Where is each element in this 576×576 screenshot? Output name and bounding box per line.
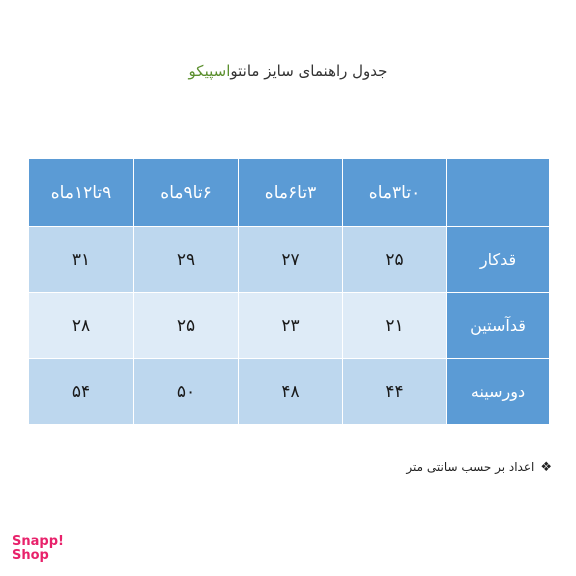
units-note bbox=[406, 460, 552, 475]
header-cell: ۰تا۳ماه bbox=[343, 159, 447, 227]
table-row bbox=[29, 293, 550, 359]
logo-line-1: Snapp! bbox=[12, 534, 64, 549]
table-cell: ۲۹ bbox=[134, 227, 239, 293]
table-cell: ۵۰ bbox=[134, 359, 239, 425]
table-cell: ۴۴ bbox=[343, 359, 447, 425]
row-label: دورسینه bbox=[447, 359, 550, 425]
table-cell: ۲۷ bbox=[239, 227, 343, 293]
header-cell: ۳تا۶ماه bbox=[239, 159, 343, 227]
title-text: جدول راهنمای سایز مانتو bbox=[230, 62, 388, 80]
row-label: قدکار bbox=[447, 227, 550, 293]
row-label: قدآستین bbox=[447, 293, 550, 359]
header-cell: ۶تا۹ماه bbox=[134, 159, 239, 227]
bullet-icon: ❖ bbox=[540, 460, 552, 475]
page-title bbox=[0, 62, 576, 80]
table-row bbox=[29, 227, 550, 293]
table-cell: ۲۳ bbox=[239, 293, 343, 359]
table-row bbox=[29, 359, 550, 425]
header-cell: ۹تا۱۲ماه bbox=[29, 159, 134, 227]
logo-line-2: Shop bbox=[12, 548, 49, 563]
table-cell: ۲۵ bbox=[134, 293, 239, 359]
brand-name: اسپیکو bbox=[188, 62, 231, 80]
table-cell: ۴۸ bbox=[239, 359, 343, 425]
table-cell: ۲۵ bbox=[343, 227, 447, 293]
table-cell: ۵۴ bbox=[29, 359, 134, 425]
size-table bbox=[28, 158, 550, 425]
table-cell: ۲۱ bbox=[343, 293, 447, 359]
header-corner bbox=[447, 159, 550, 227]
table-cell: ۲۸ bbox=[29, 293, 134, 359]
table-cell: ۳۱ bbox=[29, 227, 134, 293]
table-header-row bbox=[29, 159, 550, 227]
snappshop-logo bbox=[12, 535, 72, 563]
note-text: اعداد بر حسب سانتی متر bbox=[406, 460, 535, 474]
